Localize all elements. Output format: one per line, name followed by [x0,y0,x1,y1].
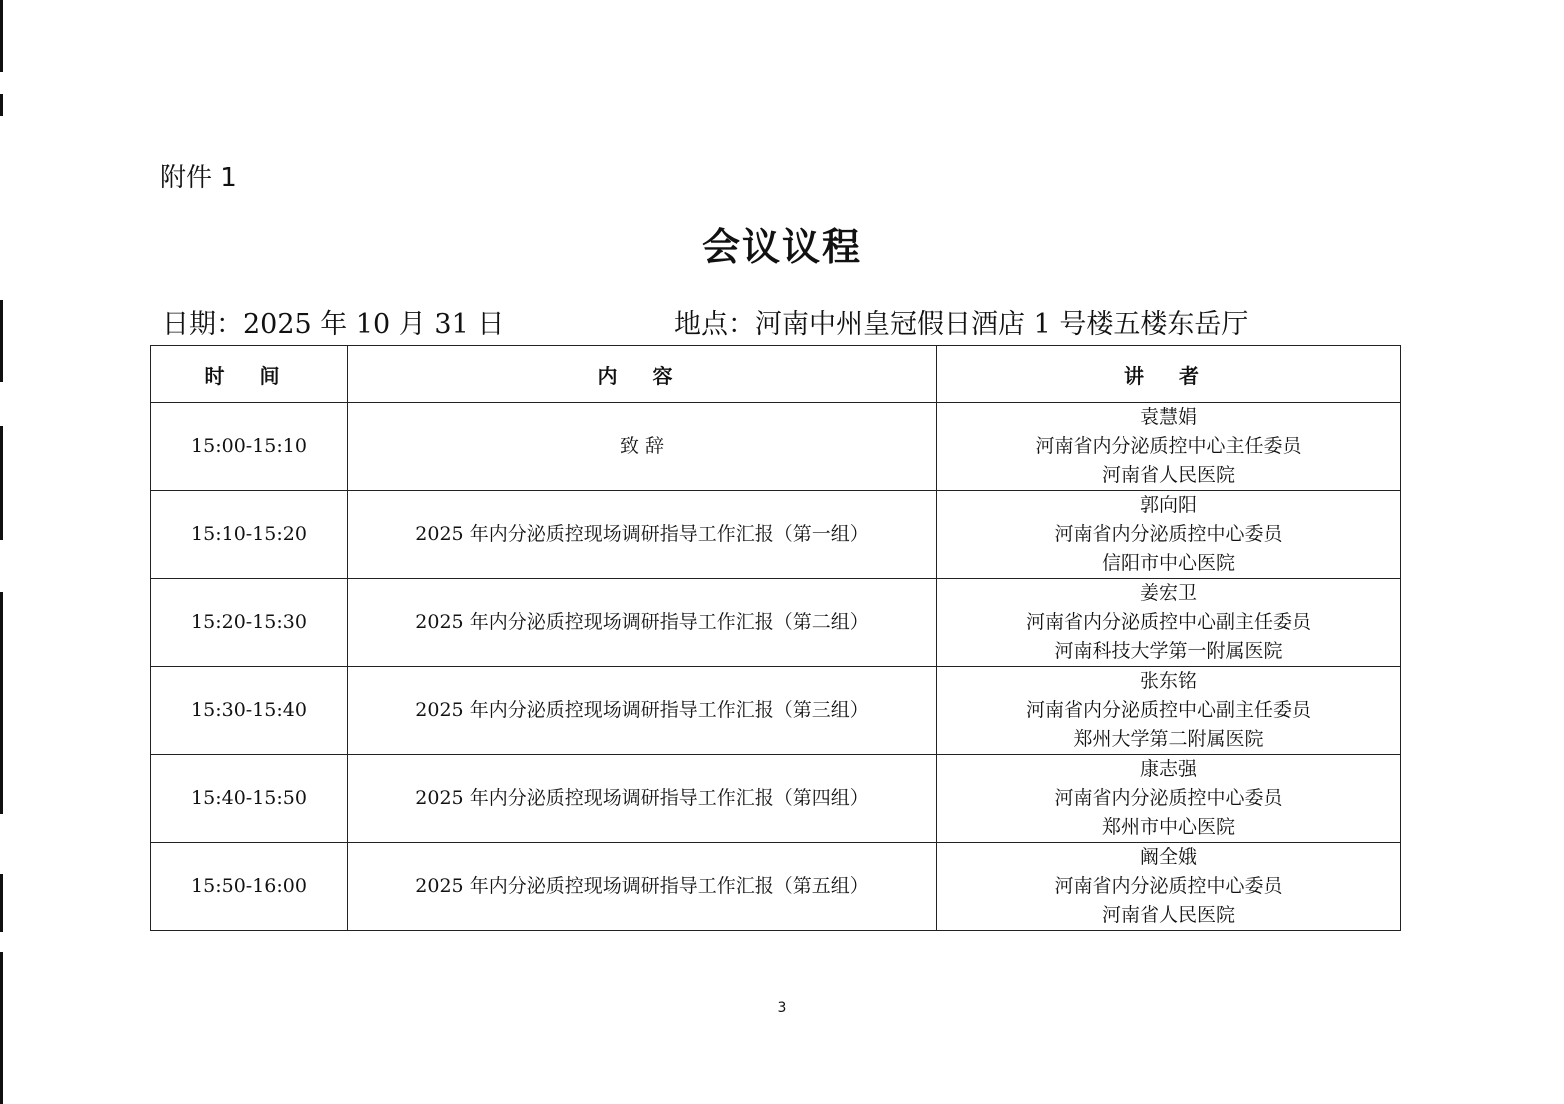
speaker-hospital: 河南省人民医院 [1101,464,1235,486]
attachment-label: 附件 1 [160,163,237,193]
speaker-name: 郭向阳 [1139,494,1197,516]
meeting-date: 日期：2025 年 10 月 31 日 [162,309,505,340]
page-number: 3 [777,1000,787,1016]
agenda-content: 2025 年内分泌质控现场调研指导工作汇报（第二组） [348,579,937,667]
agenda-table [150,345,1401,931]
speaker-role: 河南省内分泌质控中心委员 [1054,875,1283,897]
speaker-hospital: 河南科技大学第一附属医院 [1054,640,1283,662]
speaker-role: 河南省内分泌质控中心主任委员 [1035,435,1302,457]
speaker-name: 张东铭 [1139,670,1197,692]
agenda-row [151,755,1401,843]
agenda-speaker [937,667,1401,755]
agenda-speaker [937,403,1401,491]
agenda-speaker [937,755,1401,843]
binding-mark [0,300,3,382]
agenda-content: 2025 年内分泌质控现场调研指导工作汇报（第四组） [348,755,937,843]
agenda-time: 15:20-15:30 [151,579,348,667]
agenda-header-row [151,346,1401,403]
agenda-time: 15:10-15:20 [151,491,348,579]
meeting-venue: 地点：河南中州皇冠假日酒店 1 号楼五楼东岳厅 [674,309,1249,340]
binding-mark [0,426,3,540]
binding-mark [0,874,3,932]
binding-mark [0,592,3,814]
agenda-time: 15:40-15:50 [151,755,348,843]
agenda-row [151,667,1401,755]
document-title: 会议议程 [701,224,862,269]
agenda-content: 致 辞 [348,403,937,491]
agenda-speaker [937,579,1401,667]
agenda-content: 2025 年内分泌质控现场调研指导工作汇报（第五组） [348,843,937,931]
agenda-content: 2025 年内分泌质控现场调研指导工作汇报（第三组） [348,667,937,755]
agenda-time: 15:00-15:10 [151,403,348,491]
speaker-hospital: 郑州大学第二附属医院 [1073,728,1264,750]
agenda-row [151,579,1401,667]
speaker-role: 河南省内分泌质控中心副主任委员 [1025,611,1311,633]
agenda-row [151,843,1401,931]
speaker-name: 阚全娥 [1139,846,1197,868]
speaker-hospital: 郑州市中心医院 [1101,816,1235,838]
speaker-name: 姜宏卫 [1139,582,1197,604]
speaker-name: 袁慧娟 [1139,406,1197,428]
agenda-time: 15:50-16:00 [151,843,348,931]
binding-mark [0,0,3,72]
header-time: 时 间 [151,346,348,403]
speaker-role: 河南省内分泌质控中心委员 [1054,787,1283,809]
header-speaker: 讲 者 [937,346,1401,403]
header-content: 内 容 [348,346,937,403]
agenda-time: 15:30-15:40 [151,667,348,755]
speaker-role: 河南省内分泌质控中心副主任委员 [1025,699,1311,721]
speaker-role: 河南省内分泌质控中心委员 [1054,523,1283,545]
agenda-content: 2025 年内分泌质控现场调研指导工作汇报（第一组） [348,491,937,579]
agenda-row [151,491,1401,579]
speaker-name: 康志强 [1139,758,1197,780]
speaker-hospital: 信阳市中心医院 [1101,552,1235,574]
agenda-speaker [937,491,1401,579]
agenda-speaker [937,843,1401,931]
speaker-hospital: 河南省人民医院 [1101,904,1235,926]
binding-mark [0,952,3,1104]
agenda-row [151,403,1401,491]
binding-mark [0,94,3,116]
